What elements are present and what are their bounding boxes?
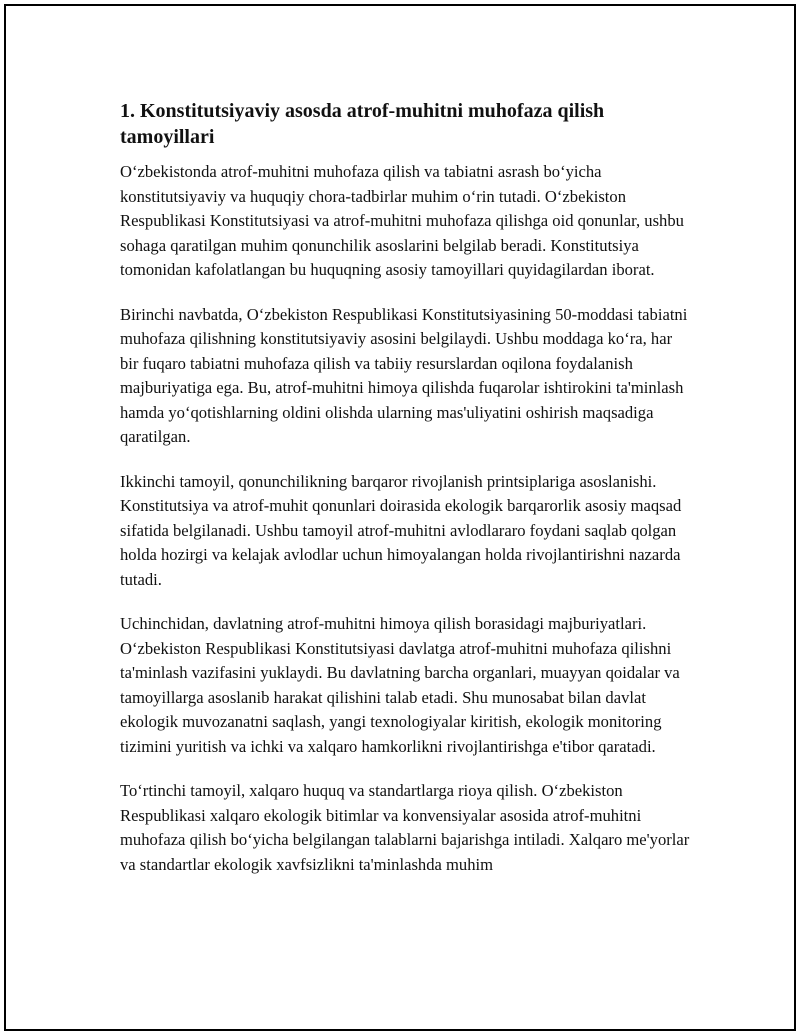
page-frame — [4, 4, 796, 1031]
paragraph-intro: O‘zbekistonda atrof-muhitni muhofaza qilish va tabiatni asrash bo‘yicha konstitutsiyaviy va huquqiy chora-tadbirlar muhim o‘rin tutadi. O‘zbekiston Respublikasi Konstitutsiyasi va atrof-muhitni muhofaza qilishga oid qonunlar, ushbu sohaga qaratilgan muhim qonunchilik asoslarini belgilab beradi. Konstitutsiya tomonidan kafolatlangan bu huquqning asosiy tamoyillari quyidagilardan iborat. — [120, 162, 684, 279]
paragraph-third-principle: Uchinchidan, davlatning atrof-muhitni himoya qilish borasidagi majburiyatlari. O‘zbekiston Respublikasi Konstitutsiyasi davlatga atrof-muhitni muhofaza qilishni ta'minlash vazifasini yuklaydi. Bu davlatning barcha organlari, muayyan qoidalar va tamoyillarga asoslanib harakat qilishini talab etadi. Shu munosabat bilan davlat ekologik muvozanatni saqlash, yangi texnologiyalar kiritish, ekologik monitoring tizimini yuritish va ichki va xalqaro hamkorlikni rivojlantirishga e'tibor qaratadi. — [120, 614, 680, 756]
section-heading: 1. Konstitutsiyaviy asosda atrof-muhitni muhofaza qilish tamoyillari — [120, 100, 605, 148]
paragraph-fourth-principle: To‘rtinchi tamoyil, xalqaro huquq va standartlarga rioya qilish. O‘zbekiston Respublikasi xalqaro ekologik bitimlar va konvensiyalar asosida atrof-muhitni muhofaza qilish bo‘yicha belgilangan talablarni bajarishga intiladi. Xalqaro me'yorlar va standartlar ekologik xavfsizlikni ta'minlashda muhim — [120, 781, 690, 874]
paragraph-second-principle: Ikkinchi tamoyil, qonunchilikning barqaror rivojlanish printsiplariga asoslanishi. Konstitutsiya va atrof-muhit qonunlari doirasida ekologik barqarorlik asosiy maqsad sifatida belgilanadi. Ushbu tamoyil atrof-muhitni avlodlararo foydani saqlab qolgan holda hozirgi va kelajak avlodlar uchun himoyalangan holda rivojlantirishni nazarda tutadi. — [120, 471, 682, 589]
paragraph-first-principle: Birinchi navbatda, O‘zbekiston Respublikasi Konstitutsiyasining 50-moddasi tabiatni muhofaza qilishning konstitutsiyaviy asosini belgilaydi. Ushbu moddaga ko‘ra, har bir fuqaro tabiatni muhofaza qilish va tabiiy resurslardan oqilona foydalanish majburiyatiga ega. Bu, atrof-muhitni himoya qilishda fuqarolar ishtirokini ta'minlash hamda yo‘qotishlarning oldini olishda ularning mas'uliyatini oshirish maqsadiga qaratilgan. — [120, 304, 688, 446]
document-body — [120, 98, 690, 897]
